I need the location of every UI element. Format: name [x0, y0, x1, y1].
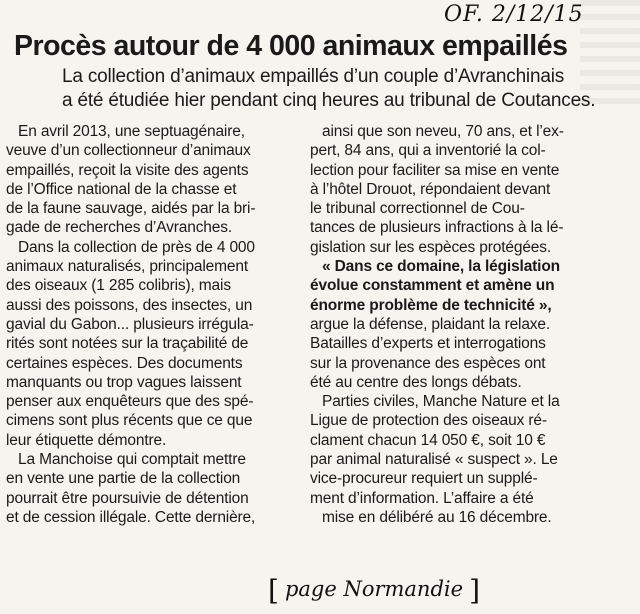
- text-line: Ligue de protection des oiseaux ré-: [310, 412, 547, 430]
- text-line: penser aux enquêteurs que des spé-: [6, 393, 254, 411]
- text-line: Dans la collection de près de 4 000: [18, 238, 255, 256]
- handwritten-date: OF. 2/12/15: [444, 2, 584, 27]
- headline: Procès autour de 4 000 animaux empaillés: [14, 30, 568, 62]
- tag-text: page Normandie: [284, 577, 464, 601]
- text-line: rités sont notées sur la traçabilité de: [6, 335, 249, 353]
- paragraph: [310, 257, 610, 392]
- text-line: aussi des poissons, des insectes, un: [6, 296, 253, 314]
- text-line: Parties civiles, Manche Nature et la: [322, 393, 560, 411]
- text-line: mise en délibéré au 16 décembre.: [322, 508, 552, 526]
- text-line: animaux naturalisés, principalement: [6, 258, 249, 276]
- text-line: argue la défense, plaidant la relaxe.: [310, 315, 551, 333]
- chapeau-line: a été étudiée hier pendant cinq heures au tribunal de Coutances.: [62, 90, 596, 111]
- text-line: à l’hôtel Drouot, répondaient devant: [310, 180, 551, 198]
- text-line: des oiseaux (1 285 colibris), mais: [6, 277, 231, 295]
- handwritten-section-tag: [268, 574, 480, 607]
- text-line: ment d’information. L’affaire a été: [310, 489, 534, 507]
- text-line: manquants ou trop vagues laissent: [6, 373, 242, 391]
- text-line: tances de plusieurs infractions à la lé-: [310, 219, 564, 237]
- text-line: ainsi que son neveu, 70 ans, et l’ex-: [322, 123, 564, 140]
- text-line: certaines espèces. Des documents: [6, 354, 243, 372]
- chapeau-line: La collection d’animaux empaillés d’un couple d’Avranchinais: [62, 66, 565, 87]
- text-line: gavial du Gabon... plusieurs irrégula-: [6, 315, 254, 333]
- text-line: de la faune sauvage, aidés par la bri-: [6, 200, 256, 218]
- text-line: et de cession illégale. Cette dernière,: [6, 508, 256, 526]
- left-column: [6, 122, 298, 527]
- text-line: sur la provenance des espèces ont: [310, 354, 546, 372]
- text-line: en vente une partie de la collection: [6, 470, 241, 488]
- right-column: [310, 122, 610, 527]
- text-line: empaillés, reçoit la visite des agents: [6, 161, 249, 179]
- text-line: cimens sont plus récents que ce que: [6, 412, 253, 430]
- quote-line: énorme problème de technicité »,: [310, 296, 552, 314]
- text-line: lection pour faciliter sa mise en vente: [310, 161, 560, 179]
- text-line: veuve d’un collectionneur d’animaux: [6, 142, 251, 160]
- quote-line: évolue constamment et amène un: [310, 277, 555, 295]
- text-line: pourrait être poursuivie de détention: [6, 489, 249, 507]
- text-line: clament chacun 14 050 €, soit 10 €: [310, 431, 546, 449]
- paragraph: [310, 392, 610, 527]
- quote-line: « Dans ce domaine, la législation: [322, 258, 560, 276]
- text-line: La Manchoise qui comptait mettre: [18, 451, 246, 469]
- text-line: gislation sur les espèces protégées.: [310, 238, 552, 256]
- text-line: par animal naturalisé « suspect ». Le: [310, 451, 558, 469]
- text-line: le tribunal correctionnel de Cou-: [310, 200, 525, 218]
- paragraph: [6, 122, 298, 238]
- text-line: Batailles d’experts et interrogations: [310, 335, 546, 353]
- paragraph: [310, 122, 610, 257]
- paragraph: [6, 450, 298, 527]
- text-line: En avril 2013, une septuagénaire,: [18, 123, 245, 140]
- chapeau: [62, 65, 622, 113]
- text-line: été au centre des longs débats.: [310, 373, 522, 391]
- text-line: gade de recherches d’Avranches.: [6, 219, 232, 237]
- text-line: pert, 84 ans, qui a inventorié la col-: [310, 142, 546, 160]
- text-line: vice-procureur requiert un supplé-: [310, 470, 538, 488]
- bracket-mark: [: [268, 574, 279, 607]
- bracket-mark: ]: [469, 574, 480, 607]
- paragraph: [6, 238, 298, 450]
- text-line: de l’Office national de la chasse et: [6, 180, 237, 198]
- text-line: leur étiquette démontre.: [6, 431, 167, 449]
